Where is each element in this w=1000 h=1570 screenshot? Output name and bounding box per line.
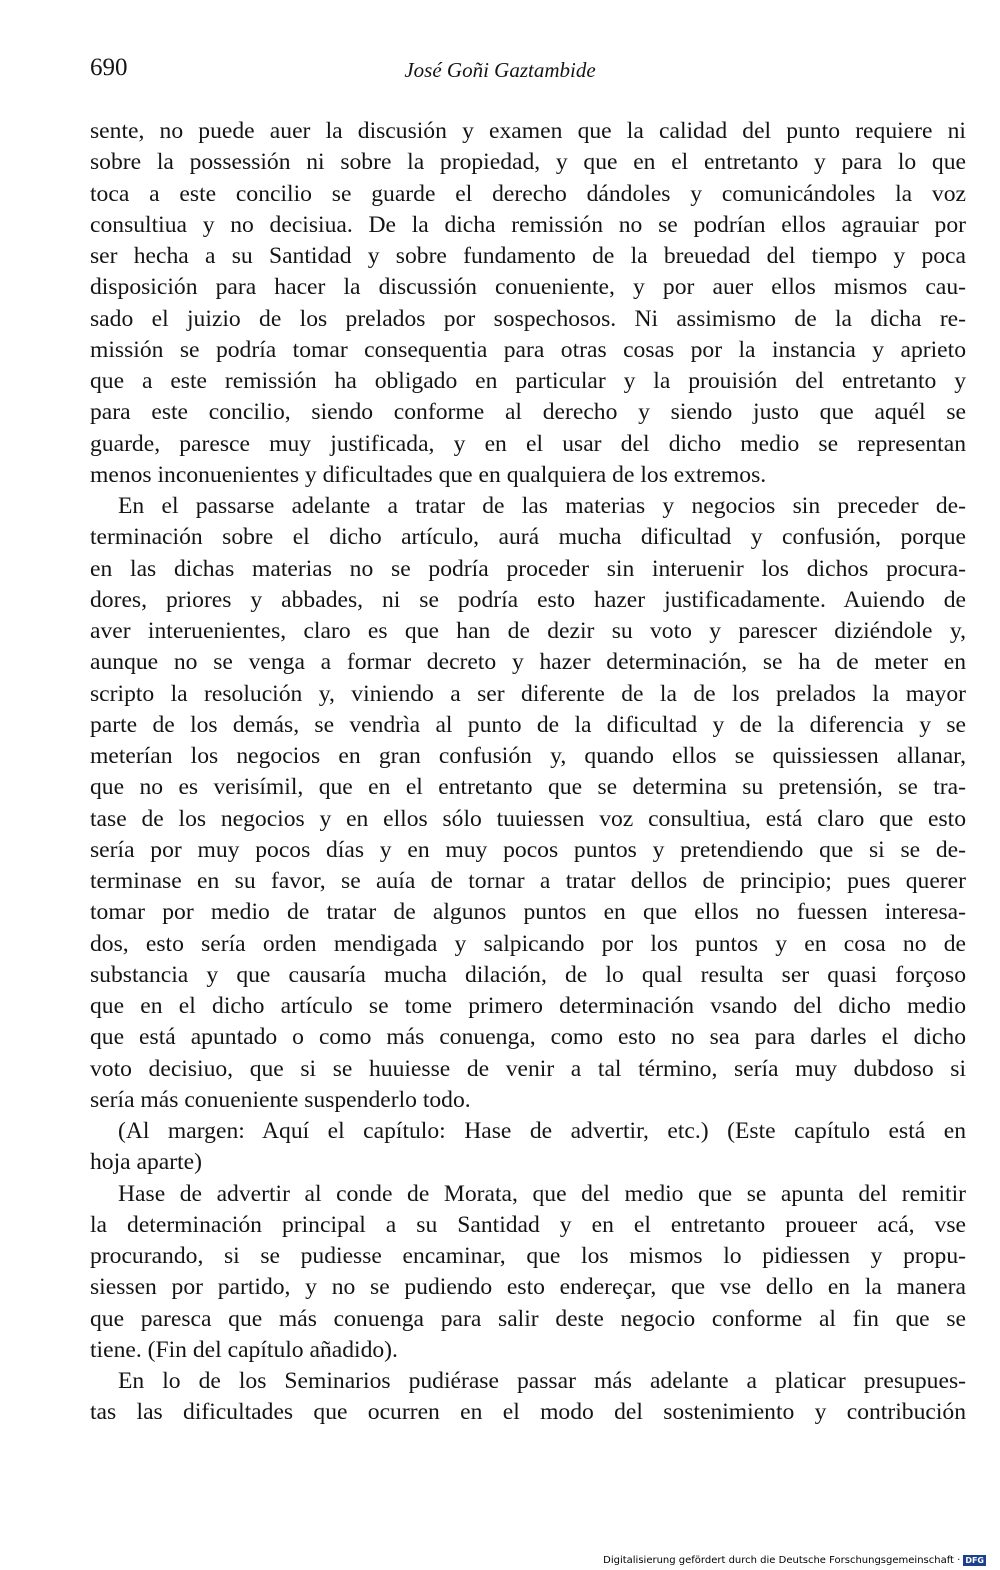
digitization-credit [603,1555,986,1567]
text-line: que paresca que más conuenga para salir deste negocio conforme al fin que se [90,1305,966,1332]
text-line: que está apuntado o como más conuenga, como esto no sea para darles el dicho [90,1024,966,1051]
text-line: Hase de advertir al conde de Morata, que del medio que se apunta del remitir [118,1180,966,1207]
text-line: sobre la possessión ni sobre la propiedad, y que en el entretanto y para lo que [90,149,966,176]
text-line: En el passarse adelante a tratar de las materias y negocios sin preceder de- [118,493,966,519]
text-line: hoja aparte) [90,1149,203,1176]
text-line: consultiua y no decisiua. De la dicha remissión no se podrían ellos agrauiar por [90,211,966,238]
text-line: En lo de los Seminarios pudiérase passar más adelante a platicar presupues- [118,1368,966,1394]
text-line: sente, no puede auer la discusión y examen que la calidad del punto requiere ni [90,118,966,144]
body-text [90,116,966,1429]
text-line: meterían los negocios en gran confusión y, quando ellos se quissiessen allanar, [90,743,966,769]
text-line: (Al margen: Aquí el capítulo: Hase de advertir, etc.) (Este capítulo está en [118,1118,966,1144]
text-line: dores, priores y abbades, ni se podría esto hazer justificadamente. Auiendo de [90,586,966,613]
text-line: disposición para hacer la discussión conueniente, y por auer ellos mismos cau- [90,274,966,301]
text-line: en las dichas materias no se podría proceder sin interuenir los dichos procura- [90,555,966,582]
text-line: siessen por partido, y no se pudiendo esto endereçar, que vse dello en la manera [90,1274,966,1301]
text-line: tomar por medio de tratar de algunos puntos en que ellos no fuessen interesa- [90,899,966,926]
text-line: guarde, paresce muy justificada, y en el usar del dicho medio se representan [90,430,966,457]
text-line: aunque no se venga a formar decreto y hazer determinación, se ha de meter en [90,649,966,676]
dfg-logo: DFG [965,1556,984,1565]
text-line: tase de los negocios y en ellos sólo tuuiessen voz consultiua, está claro que esto [90,805,966,832]
page-number: 690 [90,54,128,81]
text-line: sería más conueniente suspenderlo todo. [90,1086,471,1113]
text-line: la determinación principal a su Santidad y en el entretanto proueer acá, vse [90,1211,966,1238]
text-line: missión se podría tomar consequentia para otras cosas por la instancia y aprieto [90,336,966,363]
text-line: que a este remissión ha obligado en particular y la prouisión del entretanto y [90,368,966,394]
text-line: voto decisiuo, que si se huuiesse de venir a tal término, sería muy dubdoso si [90,1055,966,1082]
text-line: toca a este concilio se guarde el derecho dándoles y comunicándoles la voz [90,180,966,207]
text-line: que en el dicho artículo se tome primero determinación vsando del dicho medio [90,993,966,1019]
text-line: aver interuenientes, claro es que han de dezir su voto y parescer diziéndole y, [90,618,966,644]
text-line: para este concilio, siendo conforme al derecho y siendo justo que aquél se [90,399,966,426]
text-line: sado el juizio de los prelados por sospechosos. Ni assimismo de la dicha re- [90,305,966,332]
text-line: menos inconuenientes y dificultades que en qualquiera de los extremos. [90,461,767,488]
running-head: José Goñi Gaztambide [404,58,596,82]
text-line: tiene. (Fin del capítulo añadido). [90,1336,398,1363]
text-line: terminase en su favor, se auía de tornar a tratar dellos de principio; pues querer [90,868,966,894]
text-line: substancia y que causaría mucha dilación, de lo qual resulta ser quasi forçoso [90,961,966,988]
text-line: tas las dificultades que ocurren en el modo del sostenimiento y contribución [90,1399,966,1426]
credit-text: Digitalisierung gefördert durch die Deutsche Forschungsgemeinschaft · [603,1555,961,1566]
text-line: dos, esto sería orden mendigada y salpicando por los puntos y en cosa no de [90,930,966,957]
text-line: terminación sobre el dicho artículo, aurá mucha dificultad y confusión, porque [90,524,966,551]
text-line: procurando, si se pudiesse encaminar, que los mismos lo pidiessen y propu- [90,1243,966,1269]
text-line: sería por muy pocos días y en muy pocos puntos y pretendiendo que si se de- [90,836,966,863]
text-line: que no es verisímil, que en el entretanto que se determina su pretensión, se tra- [90,774,966,801]
text-line: scripto la resolución y, viniendo a ser diferente de la de los prelados la mayor [90,680,966,707]
text-line: ser hecha a su Santidad y sobre fundamento de la breuedad del tiempo y poca [90,243,966,269]
text-line: parte de los demás, se vendrìa al punto de la dificultad y de la diferencia y se [90,711,966,738]
